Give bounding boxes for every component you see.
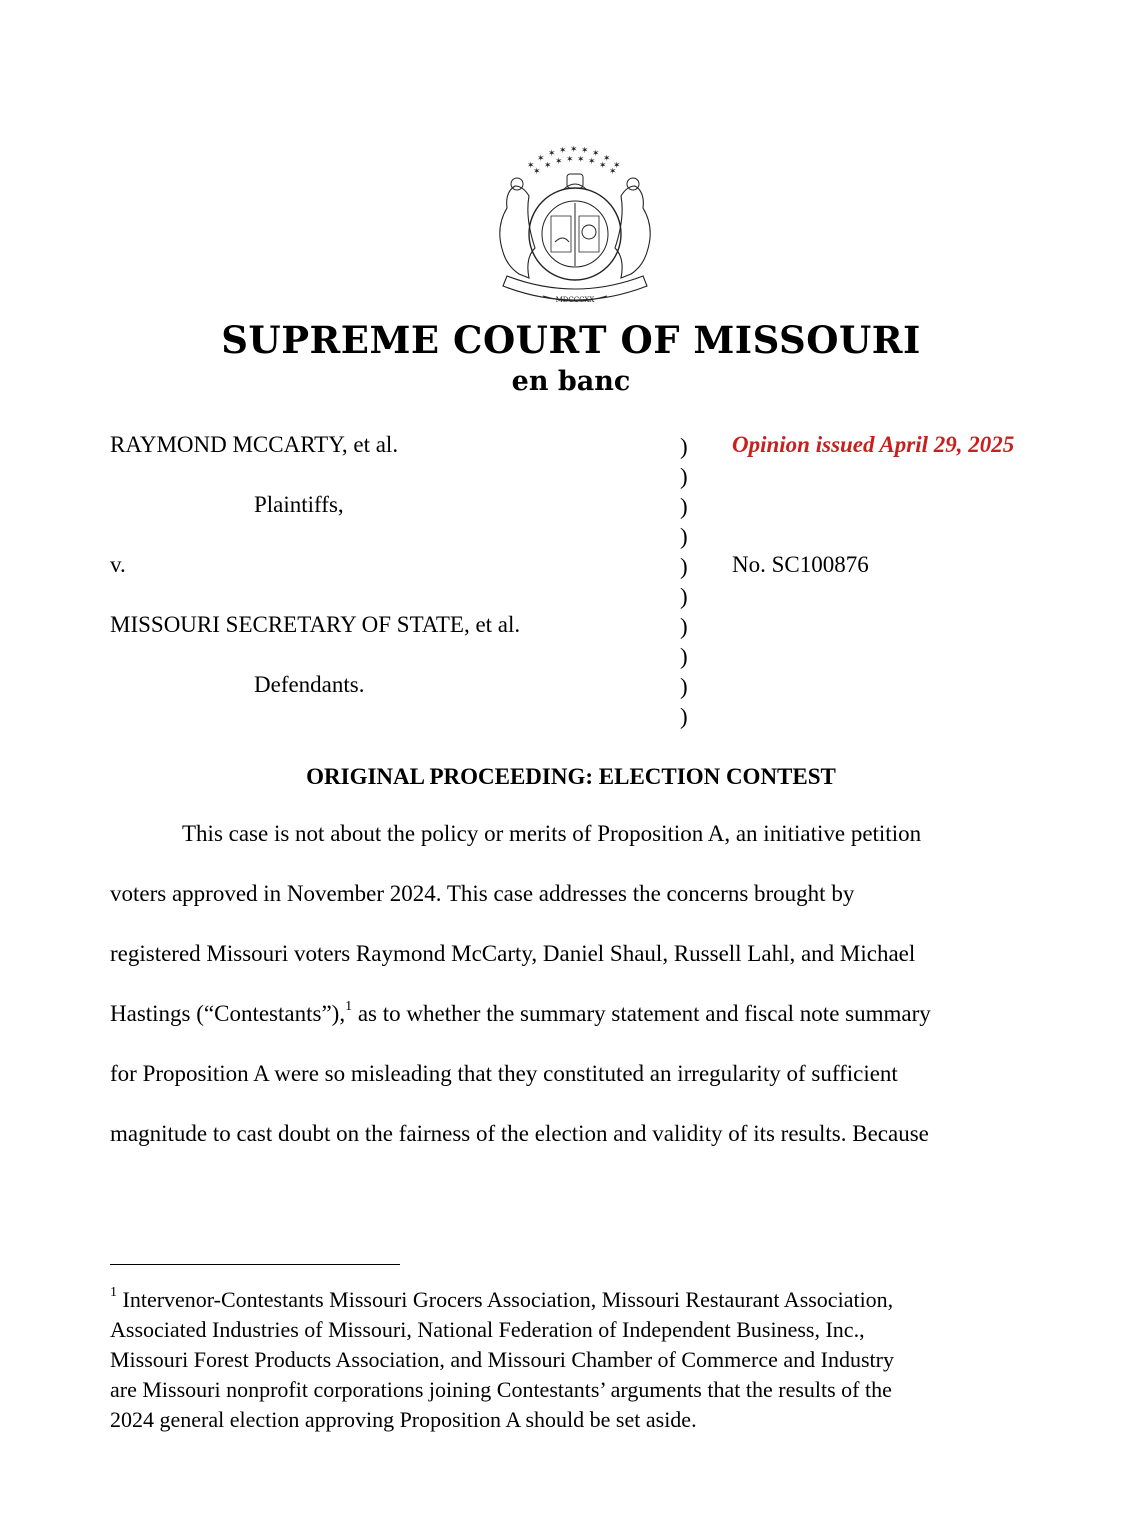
caption-divider: ) ) ) ) ) ) ) ) ) ) — [680, 434, 688, 729]
defendant-name: MISSOURI SECRETARY OF STATE, et al. — [110, 612, 521, 637]
body-line: magnitude to cast doubt on the fairness of the election and validity of its results. Because — [110, 1121, 929, 1146]
svg-text:✶: ✶ — [566, 155, 574, 165]
svg-text:✶: ✶ — [603, 154, 611, 164]
footnote-text: Intervenor-Contestants Missouri Grocers Association, Missouri Restaurant Association, — [117, 1287, 894, 1312]
versus: v. — [110, 552, 126, 577]
svg-text:✶: ✶ — [527, 161, 535, 171]
footnote-line — [110, 1287, 893, 1313]
plaintiff-role: Plaintiffs, — [254, 492, 344, 517]
footnote-line: Associated Industries of Missouri, National Federation of Independent Business, Inc., — [110, 1317, 865, 1342]
svg-text:✶: ✶ — [588, 157, 596, 167]
body-text: Hastings (“Contestants”), — [110, 1001, 346, 1026]
svg-text:✶: ✶ — [570, 146, 578, 155]
svg-text:✶: ✶ — [613, 161, 621, 171]
body-line: registered Missouri voters Raymond McCarty, Daniel Shaul, Russell Lahl, and Michael — [110, 941, 916, 966]
svg-text:✶: ✶ — [609, 167, 617, 177]
svg-text:✶: ✶ — [533, 167, 541, 177]
svg-text:✶: ✶ — [577, 155, 585, 165]
svg-text:✶: ✶ — [537, 154, 545, 164]
court-name: SUPREME COURT OF MISSOURI — [221, 318, 921, 362]
plaintiff-name: RAYMOND MCCARTY, et al. — [110, 432, 399, 457]
case-number: No. SC100876 — [732, 552, 869, 577]
body-line: for Proposition A were so misleading that they constituted an irregularity of sufficient — [110, 1061, 898, 1086]
body-line: voters approved in November 2024. This case addresses the concerns brought by — [110, 881, 855, 906]
footnote-line: 2024 general election approving Proposition A should be set aside. — [110, 1407, 697, 1432]
seal-stars — [527, 146, 621, 177]
missouri-state-seal — [493, 146, 657, 314]
proceeding-heading: ORIGINAL PROCEEDING: ELECTION CONTEST — [306, 764, 836, 789]
body-line: This case is not about the policy or merits of Proposition A, an initiative petition — [182, 821, 922, 846]
svg-text:✶: ✶ — [544, 161, 552, 171]
court-subtitle: en banc — [511, 366, 631, 397]
svg-text:✶: ✶ — [548, 149, 556, 159]
body-text: as to whether the summary statement and fiscal note summary — [352, 1001, 931, 1026]
footnote-ref[interactable]: 1 — [345, 999, 353, 1014]
seal-year: MDCCCXX — [555, 296, 595, 304]
svg-text:✶: ✶ — [559, 146, 567, 156]
opinion-issued-date: Opinion issued April 29, 2025 — [732, 432, 1015, 457]
footnote-line: Missouri Forest Products Association, and Missouri Chamber of Commerce and Industry — [110, 1347, 894, 1372]
footnote-separator — [110, 1264, 400, 1265]
svg-text:✶: ✶ — [599, 161, 607, 171]
svg-text:✶: ✶ — [592, 149, 600, 159]
svg-text:✶: ✶ — [555, 157, 563, 167]
defendant-role: Defendants. — [254, 672, 365, 697]
svg-text:✶: ✶ — [581, 146, 589, 156]
body-line — [110, 1001, 931, 1027]
footnote-line: are Missouri nonprofit corporations joining Contestants’ arguments that the results of the — [110, 1377, 892, 1402]
footnote-number: 1 — [110, 1285, 117, 1300]
